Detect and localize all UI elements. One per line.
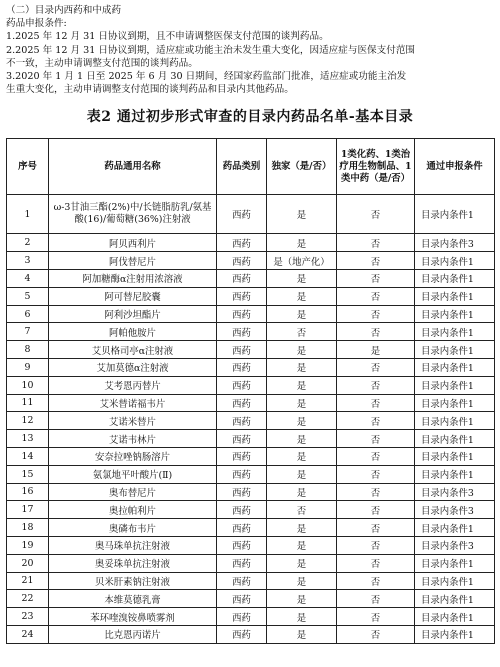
cell-seq: 21 [7, 572, 49, 590]
cell-class1: 否 [337, 519, 415, 537]
cell-exclusive: 是 [267, 234, 337, 252]
table-row [7, 394, 495, 412]
cell-category: 西药 [217, 536, 267, 554]
cell-category: 西药 [217, 590, 267, 608]
cell-condition: 目录内条件1 [415, 394, 495, 412]
cell-condition: 目录内条件1 [415, 590, 495, 608]
cell-class1: 否 [337, 252, 415, 270]
cell-seq: 16 [7, 483, 49, 501]
cell-name: 奥拉帕利片 [49, 501, 217, 519]
cell-category: 西药 [217, 376, 267, 394]
cell-seq: 19 [7, 536, 49, 554]
cell-name: 阿贝西利片 [49, 234, 217, 252]
cell-exclusive: 是 [267, 359, 337, 377]
cell-class1: 否 [337, 234, 415, 252]
cell-name: 奥马珠单抗注射液 [49, 536, 217, 554]
condition-line-3: 不一致，主动申请调整支付范围的谈判药品。 [6, 57, 198, 69]
cell-class1: 否 [337, 287, 415, 305]
cell-seq: 14 [7, 447, 49, 465]
cell-seq: 17 [7, 501, 49, 519]
cell-category: 西药 [217, 447, 267, 465]
cell-name: 艾加莫德α注射液 [49, 359, 217, 377]
header-condition: 通过申报条件 [415, 139, 495, 195]
cell-class1: 否 [337, 412, 415, 430]
cell-class1: 否 [337, 608, 415, 626]
cell-seq: 18 [7, 519, 49, 537]
cell-category: 西药 [217, 195, 267, 234]
table-body [7, 195, 495, 643]
cell-class1: 否 [337, 483, 415, 501]
cell-class1: 否 [337, 625, 415, 643]
cell-condition: 目录内条件3 [415, 483, 495, 501]
table-row [7, 270, 495, 288]
condition-line-1: 1.2025 年 12 月 31 日协议到期，且不申请调整医保支付范围的谈判药品。 [6, 31, 329, 43]
cell-category: 西药 [217, 572, 267, 590]
cell-name: 奥磷布韦片 [49, 519, 217, 537]
header-category: 药品类别 [217, 139, 267, 195]
cell-class1: 否 [337, 536, 415, 554]
table-row [7, 554, 495, 572]
cell-exclusive: 是 [267, 376, 337, 394]
cell-condition: 目录内条件1 [415, 305, 495, 323]
cell-seq: 20 [7, 554, 49, 572]
table-title: 表2 通过初步形式审查的目录内药品名单-基本目录 [86, 109, 414, 126]
cell-class1: 否 [337, 323, 415, 341]
cell-seq: 10 [7, 376, 49, 394]
cell-seq: 12 [7, 412, 49, 430]
table-row [7, 430, 495, 448]
cell-condition: 目录内条件1 [415, 195, 495, 234]
table-row [7, 625, 495, 643]
cell-exclusive: 是 [267, 519, 337, 537]
cell-condition: 目录内条件1 [415, 608, 495, 626]
cell-condition: 目录内条件1 [415, 572, 495, 590]
header-class1: 1类化药、1类治疗用生物制品、1类中药（是/否） [337, 139, 415, 195]
cell-seq: 3 [7, 252, 49, 270]
cell-name: 阿加糖酶α注射用浓溶液 [49, 270, 217, 288]
cell-class1: 否 [337, 195, 415, 234]
cell-seq: 22 [7, 590, 49, 608]
cell-name: 氨氯地平叶酸片(Ⅱ) [49, 465, 217, 483]
cell-name: 本维莫德乳膏 [49, 590, 217, 608]
cell-exclusive: 是 [267, 536, 337, 554]
table-row [7, 483, 495, 501]
cell-exclusive: 是 [267, 465, 337, 483]
table-row [7, 359, 495, 377]
cell-class1: 否 [337, 376, 415, 394]
cell-seq: 8 [7, 341, 49, 359]
cell-category: 西药 [217, 252, 267, 270]
cell-name: 奥布替尼片 [49, 483, 217, 501]
cell-exclusive: 否 [267, 501, 337, 519]
cell-condition: 目录内条件1 [415, 359, 495, 377]
table-row [7, 305, 495, 323]
cell-exclusive: 是 [267, 394, 337, 412]
table-row [7, 519, 495, 537]
cell-seq: 9 [7, 359, 49, 377]
cell-class1: 否 [337, 465, 415, 483]
header-name: 药品通用名称 [49, 139, 217, 195]
conditions-label: 药品申报条件: [6, 18, 67, 30]
cell-class1: 否 [337, 305, 415, 323]
cell-condition: 目录内条件1 [415, 376, 495, 394]
cell-category: 西药 [217, 625, 267, 643]
drug-table [6, 138, 495, 643]
cell-category: 西药 [217, 234, 267, 252]
cell-name: 艾诺米替片 [49, 412, 217, 430]
cell-exclusive: 是 [267, 287, 337, 305]
cell-class1: 是 [337, 341, 415, 359]
cell-seq: 13 [7, 430, 49, 448]
cell-exclusive: 是 [267, 590, 337, 608]
table-row [7, 465, 495, 483]
cell-exclusive: 是（地产化） [267, 252, 337, 270]
cell-category: 西药 [217, 359, 267, 377]
table-header-row [7, 139, 495, 195]
table-row [7, 252, 495, 270]
cell-seq: 11 [7, 394, 49, 412]
cell-category: 西药 [217, 465, 267, 483]
cell-condition: 目录内条件1 [415, 252, 495, 270]
cell-category: 西药 [217, 501, 267, 519]
cell-exclusive: 是 [267, 483, 337, 501]
cell-exclusive: 是 [267, 430, 337, 448]
cell-exclusive: 是 [267, 554, 337, 572]
cell-seq: 24 [7, 625, 49, 643]
table-row [7, 341, 495, 359]
intro-section [6, 4, 494, 96]
table-row [7, 234, 495, 252]
cell-name: 奥妥珠单抗注射液 [49, 554, 217, 572]
cell-condition: 目录内条件3 [415, 234, 495, 252]
cell-condition: 目录内条件1 [415, 412, 495, 430]
cell-class1: 否 [337, 501, 415, 519]
condition-line-5: 生重大变化，主动申请调整支付范围的谈判药品和目录内其他药品。 [6, 84, 294, 96]
table-row [7, 590, 495, 608]
cell-exclusive: 是 [267, 447, 337, 465]
cell-condition: 目录内条件1 [415, 341, 495, 359]
cell-category: 西药 [217, 519, 267, 537]
cell-category: 西药 [217, 270, 267, 288]
cell-name: 苯环喹溴铵鼻喷雾剂 [49, 608, 217, 626]
cell-class1: 否 [337, 572, 415, 590]
cell-seq: 2 [7, 234, 49, 252]
cell-category: 西药 [217, 287, 267, 305]
cell-seq: 1 [7, 195, 49, 234]
section-heading: （二）目录内西药和中成药 [6, 5, 122, 16]
table-row [7, 412, 495, 430]
cell-condition: 目录内条件1 [415, 430, 495, 448]
header-exclusive: 独家（是/否） [267, 139, 337, 195]
cell-name: 安奈拉唑钠肠溶片 [49, 447, 217, 465]
table-row [7, 572, 495, 590]
table-row [7, 376, 495, 394]
cell-class1: 否 [337, 430, 415, 448]
cell-category: 西药 [217, 412, 267, 430]
cell-class1: 否 [337, 270, 415, 288]
cell-class1: 否 [337, 590, 415, 608]
cell-exclusive: 是 [267, 572, 337, 590]
cell-condition: 目录内条件1 [415, 447, 495, 465]
cell-condition: 目录内条件1 [415, 554, 495, 572]
table-row [7, 501, 495, 519]
table-row [7, 323, 495, 341]
table-row [7, 195, 495, 234]
cell-class1: 否 [337, 359, 415, 377]
cell-seq: 15 [7, 465, 49, 483]
cell-condition: 目录内条件1 [415, 323, 495, 341]
cell-exclusive: 是 [267, 305, 337, 323]
cell-exclusive: 是 [267, 625, 337, 643]
cell-name: 阿帕他胺片 [49, 323, 217, 341]
cell-name: 阿利沙坦酯片 [49, 305, 217, 323]
cell-exclusive: 否 [267, 323, 337, 341]
cell-condition: 目录内条件1 [415, 287, 495, 305]
cell-category: 西药 [217, 554, 267, 572]
header-seq: 序号 [7, 139, 49, 195]
cell-seq: 23 [7, 608, 49, 626]
condition-line-4: 3.2020 年 1 月 1 日至 2025 年 6 月 30 日期间，经国家药监部门批准，适应症或功能主治发 [6, 71, 407, 83]
cell-category: 西药 [217, 430, 267, 448]
table-row [7, 287, 495, 305]
cell-seq: 5 [7, 287, 49, 305]
cell-seq: 4 [7, 270, 49, 288]
cell-class1: 否 [337, 554, 415, 572]
cell-exclusive: 是 [267, 270, 337, 288]
cell-category: 西药 [217, 323, 267, 341]
cell-seq: 6 [7, 305, 49, 323]
cell-name: 贝米肝素钠注射液 [49, 572, 217, 590]
cell-condition: 目录内条件3 [415, 536, 495, 554]
table-row [7, 608, 495, 626]
cell-seq: 7 [7, 323, 49, 341]
cell-category: 西药 [217, 341, 267, 359]
table-row [7, 536, 495, 554]
cell-condition: 目录内条件1 [415, 625, 495, 643]
cell-name: 比克恩丙诺片 [49, 625, 217, 643]
cell-category: 西药 [217, 608, 267, 626]
cell-condition: 目录内条件1 [415, 519, 495, 537]
cell-name: 艾考恩丙替片 [49, 376, 217, 394]
cell-condition: 目录内条件1 [415, 465, 495, 483]
cell-name: 艾米替诺福韦片 [49, 394, 217, 412]
cell-name: 阿可替尼胶囊 [49, 287, 217, 305]
cell-name: ω-3甘油三酯(2%)中/长链脂肪乳/氨基酸(16)/葡萄糖(36%)注射液 [49, 195, 217, 234]
cell-name: 阿伐替尼片 [49, 252, 217, 270]
cell-category: 西药 [217, 394, 267, 412]
cell-category: 西药 [217, 483, 267, 501]
condition-line-2: 2.2025 年 12 月 31 日协议到期，适应症或功能主治未发生重大变化，因适应症与医保支付范围 [6, 44, 416, 56]
cell-name: 艾贝格司亭α注射液 [49, 341, 217, 359]
cell-class1: 否 [337, 394, 415, 412]
cell-condition: 目录内条件3 [415, 501, 495, 519]
cell-exclusive: 是 [267, 608, 337, 626]
cell-exclusive: 是 [267, 195, 337, 234]
cell-category: 西药 [217, 305, 267, 323]
cell-class1: 否 [337, 447, 415, 465]
cell-exclusive: 是 [267, 412, 337, 430]
cell-name: 艾诺韦林片 [49, 430, 217, 448]
table-row [7, 447, 495, 465]
cell-condition: 目录内条件1 [415, 270, 495, 288]
cell-exclusive: 是 [267, 341, 337, 359]
